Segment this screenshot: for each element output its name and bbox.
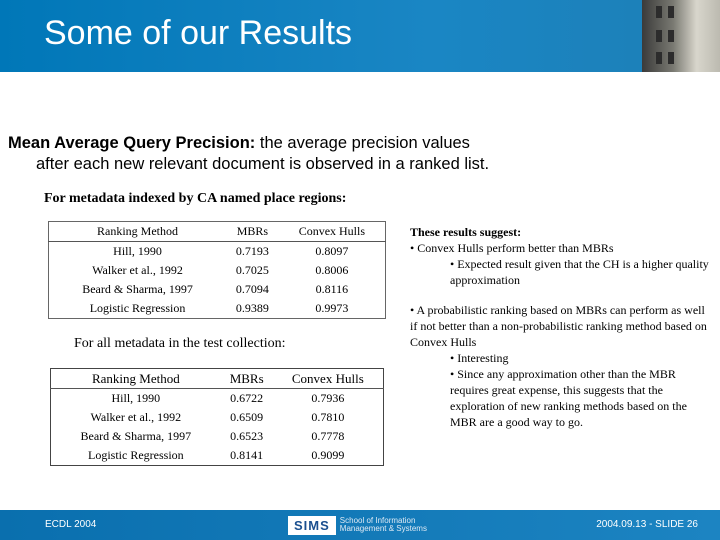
cell: 0.9389 <box>235 301 269 315</box>
table-row <box>49 280 386 299</box>
conference-label: ECDL 2004 <box>45 519 97 530</box>
cell: 0.7193 <box>235 244 269 258</box>
table-row <box>49 242 386 262</box>
logo-line1: School of Information <box>339 516 416 525</box>
cell: 0.8141 <box>230 448 264 462</box>
sims-logo <box>288 514 427 536</box>
cell: Beard & Sharma, 1997 <box>80 429 192 443</box>
cell: Walker et al., 1992 <box>92 263 183 277</box>
col-header: Convex Hulls <box>279 222 386 242</box>
building-photo <box>642 0 720 72</box>
intro-bold: Mean Average Query Precision: <box>8 134 256 152</box>
results-table-all <box>50 368 384 466</box>
cell: Logistic Regression <box>88 448 184 462</box>
col-header: MBRs <box>226 222 279 242</box>
cell: 0.7025 <box>235 263 269 277</box>
table-row <box>51 446 384 466</box>
logo-line2: Management & Systems <box>339 524 427 533</box>
cell: Logistic Regression <box>89 301 186 315</box>
table1-caption: For metadata indexed by CA named place regions: <box>44 191 347 206</box>
table-row <box>49 261 386 280</box>
cell: 0.9973 <box>315 301 349 315</box>
table-row <box>49 299 386 319</box>
note-subbullet: • Since any approximation other than the MBR requires great expense, this suggests that the exploration of new ranking methods based on the MBR are a good way to go. <box>450 367 687 429</box>
cell: 0.7810 <box>311 410 345 424</box>
notes-heading: These results suggest: <box>410 225 522 239</box>
cell: Hill, 1990 <box>113 244 162 258</box>
cell: 0.7778 <box>311 429 345 443</box>
cell: 0.7094 <box>235 282 269 296</box>
cell: 0.6722 <box>230 391 264 405</box>
table-row <box>51 408 384 427</box>
cell: 0.6509 <box>230 410 264 424</box>
cell: 0.8097 <box>315 244 349 258</box>
col-header: Ranking Method <box>49 222 227 242</box>
results-table-ca <box>48 221 386 319</box>
col-header: Convex Hulls <box>273 369 384 389</box>
slide-number: 2004.09.13 - SLIDE 26 <box>596 519 698 530</box>
col-header: MBRs <box>221 369 273 389</box>
cell: 0.9099 <box>311 448 345 462</box>
cell: Walker et al., 1992 <box>90 410 182 424</box>
intro-rest: the average precision values <box>255 134 470 152</box>
intro-text <box>8 133 608 175</box>
cell: Beard & Sharma, 1997 <box>82 282 193 296</box>
intro-line2: after each new relevant document is observed in a ranked list. <box>36 155 490 173</box>
logo-main: SIMS <box>288 516 336 535</box>
results-notes <box>410 224 710 430</box>
header-bar <box>0 0 720 72</box>
slide-title: Some of our Results <box>44 14 353 52</box>
cell: 0.8006 <box>315 263 349 277</box>
note-bullet: • Convex Hulls perform better than MBRs <box>410 241 614 255</box>
table-row <box>51 389 384 409</box>
note-bullet: • A probabilistic ranking based on MBRs can perform as well if not better than a non-probabilistic ranking method based on Convex Hulls <box>410 303 707 349</box>
table-header-row <box>49 222 386 242</box>
cell: 0.7936 <box>311 391 345 405</box>
cell: Hill, 1990 <box>111 391 161 405</box>
table-header-row <box>51 369 384 389</box>
note-subbullet: • Expected result given that the CH is a higher quality approximation <box>450 257 709 287</box>
note-subbullet: • Interesting <box>450 351 509 365</box>
footer-bar <box>0 510 720 540</box>
cell: 0.6523 <box>230 429 264 443</box>
cell: 0.8116 <box>315 282 349 296</box>
table2-caption: For all metadata in the test collection: <box>74 336 286 351</box>
logo-subtext <box>340 517 427 533</box>
table-row <box>51 427 384 446</box>
col-header: Ranking Method <box>51 369 221 389</box>
